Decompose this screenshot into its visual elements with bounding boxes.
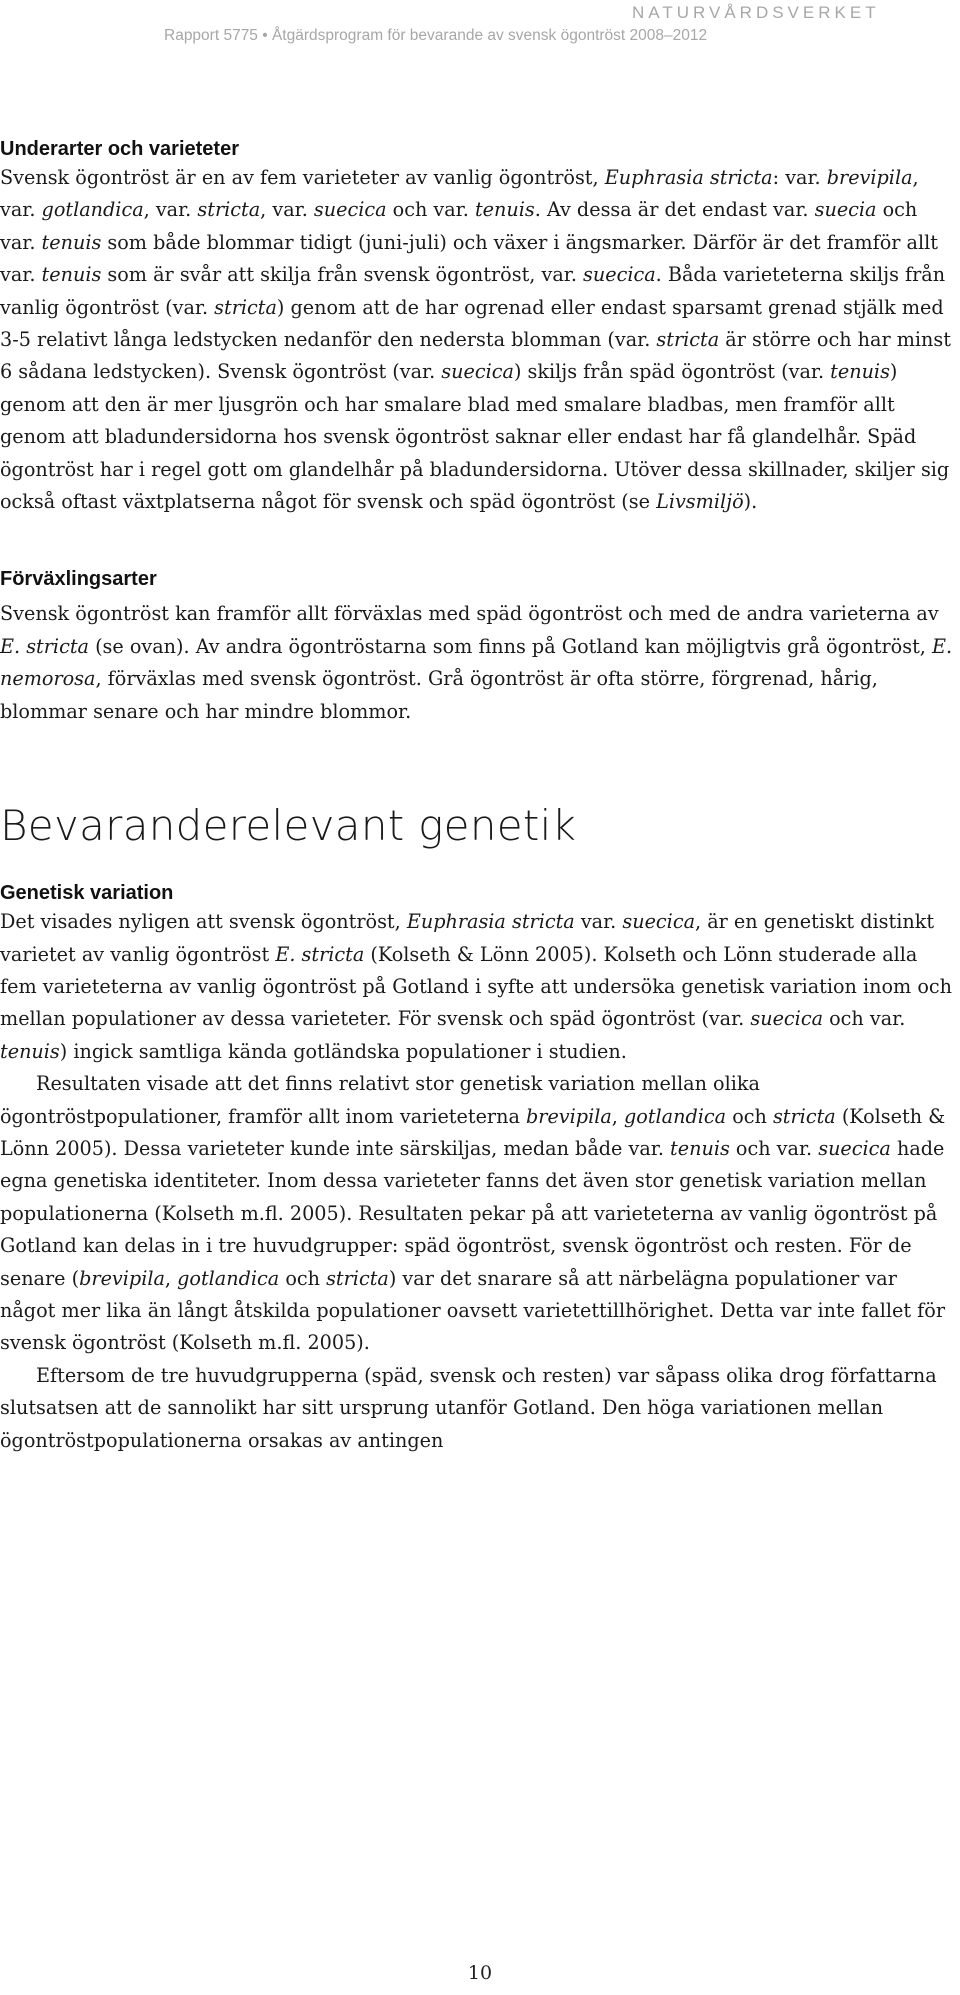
italic-text-run: stricta bbox=[197, 198, 261, 222]
text-run: är större och har minst 6 sådana ledstycken). Svensk ögontröst (var. bbox=[0, 328, 951, 384]
italic-text-run: Euphrasia stricta bbox=[604, 166, 773, 189]
italic-text-run: tenuis bbox=[41, 263, 102, 287]
paragraph-genetics-2 bbox=[0, 1068, 958, 1360]
text-run: och bbox=[726, 1104, 773, 1128]
text-run: , bbox=[164, 1266, 178, 1290]
text-run: ) genom att den är mer ljusgrön och har smalare blad med smalare bladbas, men framför allt genom att bladundersidorna hos svensk ögontröst saknar eller endast har få glandelhår. Späd ögontröst har i regel gott om glandelhår på bladundersidorna. Utöver dessa skillnader, skiljer sig också oftast växtplatserna något för svensk och späd ögontröst (se bbox=[0, 360, 950, 514]
text-run: . Av dessa är det endast var. bbox=[534, 198, 815, 222]
italic-text-run: E. stricta bbox=[275, 942, 365, 966]
text-run: ) var det snarare så att närbelägna populationer var något mer lika än långt åtskilda populationer oavsett varietettillhörighet. Detta var inte fallet för svensk ögontröst (Kolseth m.fl. 2005). bbox=[0, 1266, 946, 1355]
italic-text-run: E. nemorosa bbox=[0, 634, 953, 691]
italic-text-run: tenuis bbox=[0, 1039, 60, 1063]
page-number: 10 bbox=[467, 1962, 493, 1984]
italic-text-run: gotlandica bbox=[41, 198, 144, 222]
italic-text-run: tenuis bbox=[474, 198, 535, 222]
section-title-genetics: Bevaranderelevant genetik bbox=[0, 801, 577, 851]
italic-text-run: suecica bbox=[750, 1007, 824, 1031]
italic-text-run: suecica bbox=[583, 263, 656, 287]
italic-text-run: stricta bbox=[326, 1266, 389, 1290]
heading-subspecies: Underarter och varieteter bbox=[0, 138, 239, 160]
text-run: och var. bbox=[729, 1136, 819, 1160]
text-run: och var. bbox=[823, 1007, 906, 1031]
text-run: Det visades nyligen att svensk ögontröst, bbox=[0, 910, 407, 934]
italic-text-run: Livsmiljö bbox=[656, 490, 744, 514]
italic-text-run: suecica bbox=[313, 198, 387, 222]
text-run: (Kolseth & Lönn 2005). Dessa varieteter kunde inte särskiljas, medan både var. bbox=[0, 1104, 946, 1160]
text-run: ). bbox=[743, 490, 758, 514]
italic-text-run: gotlandica bbox=[177, 1266, 280, 1290]
text-run: ) ingick samtliga kända gotländska populationer i studien. bbox=[59, 1039, 627, 1063]
italic-text-run: tenuis bbox=[830, 360, 890, 384]
text-run: , är en genetiskt distinkt varietet av vanlig ögontröst bbox=[0, 910, 935, 966]
text-run: . Båda varieteterna skiljs från vanlig ögontröst (var. bbox=[0, 263, 946, 319]
text-run: (se ovan). Av andra ögontröstarna som finns på Gotland kan möjligtvis grå ögontröst, bbox=[88, 634, 932, 658]
agency-name: NATURVÅRDSVERKET bbox=[632, 3, 880, 22]
italic-text-run: stricta bbox=[656, 328, 720, 352]
report-title: Rapport 5775 • Åtgärdsprogram för bevarande av svensk ögontröst 2008–2012 bbox=[164, 27, 708, 44]
italic-text-run: brevipila bbox=[79, 1266, 165, 1290]
text-run: , var. bbox=[0, 166, 919, 222]
text-run: (Kolseth & Lönn 2005). Kolseth och Lönn studerade alla fem varieteterna av vanlig ögontröst på Gotland i syfte att undersöka genetisk variation inom och mellan populationer av dessa varieteter. För svensk och späd ögontröst (var. bbox=[0, 942, 953, 1031]
text-run: , var. bbox=[260, 198, 314, 222]
text-run: och bbox=[279, 1266, 327, 1290]
text-run: var. bbox=[574, 910, 623, 934]
italic-text-run: tenuis bbox=[41, 230, 102, 254]
italic-text-run: Euphrasia stricta bbox=[406, 910, 575, 934]
text-run: : var. bbox=[772, 166, 827, 189]
heading-confusion: Förväxlingsarter bbox=[0, 568, 157, 591]
italic-text-run: suecia bbox=[814, 198, 877, 222]
text-run: , var. bbox=[143, 198, 198, 222]
text-run: Svensk ögontröst kan framför allt förväxlas med späd ögontröst och med de andra varieterna av bbox=[0, 602, 939, 626]
italic-text-run: E. stricta bbox=[0, 634, 89, 658]
text-run: ) skiljs från späd ögontröst (var. bbox=[513, 360, 831, 384]
heading-genetic-variation: Genetisk variation bbox=[0, 882, 174, 905]
italic-text-run: suecica bbox=[622, 910, 696, 934]
paragraph-subspecies bbox=[0, 162, 958, 518]
italic-text-run: brevipila bbox=[826, 166, 913, 189]
italic-text-run: brevipila bbox=[526, 1104, 612, 1128]
document-body bbox=[0, 136, 958, 1457]
italic-text-run: suecica bbox=[818, 1136, 891, 1160]
text-run: som både blommar tidigt (juni-juli) och växer i ängsmarker. Därför är det framför allt var. bbox=[0, 230, 938, 287]
italic-text-run: gotlandica bbox=[624, 1104, 727, 1128]
text-run: ) genom att de har ogrenad eller endast sparsamt grenad stjälk med 3-5 relativt långa ledstycken nedanför den nedersta blomman (var. bbox=[0, 295, 944, 352]
text-run: , förväxlas med svensk ögontröst. Grå ögontröst är ofta större, förgrenad, hårig, blommar senare och har mindre blommor. bbox=[0, 667, 878, 723]
text-run: Eftersom de tre huvudgrupperna (späd, svensk och resten) var såpass olika drog författarna slutsatsen att de sannolikt har sitt ursprung utanför Gotland. Den höga variationen mellan ögontröstpopulationerna orsakas av antingen bbox=[0, 1363, 937, 1452]
paragraph-confusion bbox=[0, 598, 958, 728]
text-run: hade egna genetiska identiteter. Inom dessa varieteter fanns det även stor genetisk variation mellan populationerna (Kolseth m.fl. 2005). Resultaten pekar på att varieteterna av vanlig ögontröst på Gotland kan delas in i tre huvudgrupper: späd ögontröst, svensk ögontröst och resten. För de senare ( bbox=[0, 1136, 945, 1290]
italic-text-run: stricta bbox=[214, 295, 277, 319]
italic-text-run: tenuis bbox=[670, 1136, 730, 1160]
text-run: Svensk ögontröst är en av fem varieteter av vanlig ögontröst, bbox=[0, 166, 605, 189]
text-run: , bbox=[611, 1104, 624, 1128]
text-run: Resultaten visade att det finns relativt stor genetisk variation mellan olika ögontröstpopulationer, framför allt inom varieteterna bbox=[0, 1072, 760, 1128]
italic-text-run: stricta bbox=[772, 1104, 836, 1128]
text-run: och var. bbox=[386, 198, 475, 222]
text-run: och var. bbox=[0, 198, 918, 254]
text-run: som är svår att skilja från svensk ögontröst, var. bbox=[101, 263, 584, 287]
paragraph-genetics-3 bbox=[0, 1360, 958, 1457]
italic-text-run: suecica bbox=[441, 360, 514, 384]
paragraph-genetics-1 bbox=[0, 906, 958, 1068]
